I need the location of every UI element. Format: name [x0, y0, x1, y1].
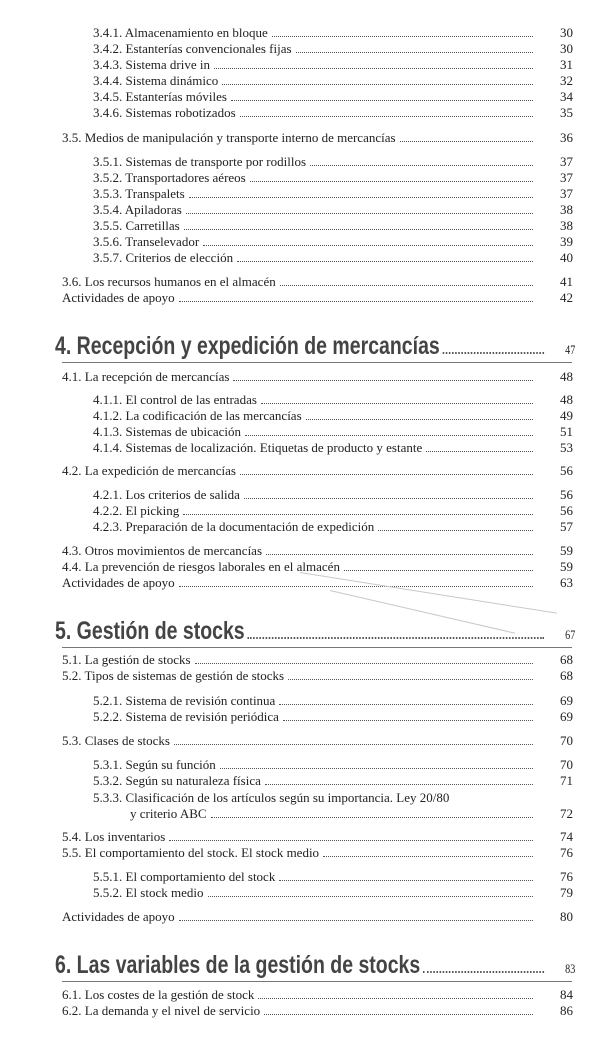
toc-entry-title: y criterio ABC — [130, 806, 207, 821]
dot-leader — [179, 301, 533, 302]
dot-leader — [280, 285, 533, 286]
toc-page-number: 56 — [560, 463, 573, 478]
toc-entry-title: 6.2. La demanda y el nivel de servicio — [62, 1003, 261, 1018]
dot-leader — [240, 474, 533, 475]
dot-leader — [279, 704, 533, 705]
dot-leader — [244, 498, 533, 499]
chapter-page-number: 47 — [565, 342, 576, 357]
dot-leader — [261, 403, 533, 404]
dot-leader — [186, 213, 533, 214]
toc-entry — [93, 869, 573, 885]
toc-entry — [93, 105, 573, 121]
toc-page-number: 39 — [560, 234, 573, 249]
toc-page-number: 80 — [560, 909, 573, 924]
toc-entry-title: 3.4.1. Almacenamiento en bloque — [93, 25, 268, 40]
toc-entry — [93, 408, 573, 424]
toc-entry-title: 4.1.1. El control de las entradas — [93, 392, 257, 407]
toc-entry — [93, 202, 573, 218]
toc-entry-title: 5.3.1. Según su función — [93, 757, 216, 772]
toc-entry — [93, 57, 573, 73]
toc-entry — [93, 773, 573, 789]
toc-page-number: 49 — [560, 408, 573, 423]
toc-entry — [93, 154, 573, 170]
dot-leader — [266, 554, 533, 555]
toc-entry — [93, 487, 573, 503]
toc-entry-title: 3.5. Medios de manipulación y transporte interno de mercancías — [62, 130, 396, 145]
chapter-rule — [62, 981, 572, 982]
toc-entry-title: 4.2. La expedición de mercancías — [62, 463, 236, 478]
toc-page-number: 69 — [560, 693, 573, 708]
toc-page-number: 53 — [560, 440, 573, 455]
toc-entry — [62, 130, 573, 146]
toc-entry-title: 3.4.4. Sistema dinámico — [93, 73, 219, 88]
dot-leader — [248, 637, 544, 639]
toc-entry-title: 3.5.3. Transpalets — [93, 186, 185, 201]
toc-entry-title: 5.3. Clases de stocks — [62, 733, 170, 748]
toc-entry-title: 5.5. El comportamiento del stock. El stock medio — [62, 845, 320, 860]
toc-entry-title: 3.5.4. Apiladoras — [93, 202, 182, 217]
toc-page-number: 86 — [560, 1003, 573, 1018]
toc-entry — [62, 652, 573, 668]
toc-page-number: 72 — [560, 806, 573, 821]
toc-entry-title: 4.3. Otros movimientos de mercancías — [62, 543, 263, 558]
dot-leader — [183, 514, 533, 515]
toc-entry — [93, 790, 573, 806]
toc-entry — [62, 829, 573, 845]
chapter-title: 6. Las variables de la gestión de stocks — [55, 951, 421, 979]
toc-page-number: 34 — [560, 89, 573, 104]
dot-leader — [279, 880, 533, 881]
toc-entry-title: 5.1. La gestión de stocks — [62, 652, 191, 667]
toc-entry — [93, 693, 573, 709]
toc-page-number: 51 — [560, 424, 573, 439]
toc-entry-title: 4.2.2. El picking — [93, 503, 180, 518]
toc-entry-title: 4.1.3. Sistemas de ubicación — [93, 424, 242, 439]
chapter-rule — [62, 362, 572, 363]
toc-page-number: 31 — [560, 57, 573, 72]
dot-leader — [283, 720, 533, 721]
toc-entry-title: 3.4.6. Sistemas robotizados — [93, 105, 236, 120]
toc-entry — [62, 543, 573, 559]
toc-page-number: 79 — [560, 885, 573, 900]
toc-entry — [62, 369, 573, 385]
dot-leader — [296, 52, 533, 53]
dot-leader — [233, 380, 533, 381]
toc-entry — [93, 250, 573, 266]
toc-entry-title: 4.2.3. Preparación de la documentación de expedición — [93, 519, 375, 534]
dot-leader — [240, 116, 533, 117]
dot-leader — [306, 419, 533, 420]
toc-entry — [62, 274, 573, 290]
toc-page-number: 36 — [560, 130, 573, 145]
dot-leader — [443, 352, 544, 354]
toc-entry — [93, 170, 573, 186]
dot-leader — [344, 570, 533, 571]
toc-page-number: 35 — [560, 105, 573, 120]
toc-entry-title: 4.1.4. Sistemas de localización. Etiquetas de producto y estante — [93, 440, 423, 455]
dot-leader — [245, 435, 533, 436]
toc-entry — [93, 503, 573, 519]
dot-leader — [423, 971, 544, 973]
toc-entry-title: 4.1. La recepción de mercancías — [62, 369, 230, 384]
toc-entry-title: 3.5.5. Carretillas — [93, 218, 180, 233]
toc-entry-title: 5.3.3. Clasificación de los artículos según su importancia. Ley 20/80 — [93, 790, 450, 805]
dot-leader — [214, 68, 533, 69]
toc-entry — [62, 290, 573, 306]
toc-entry — [62, 987, 573, 1003]
toc-entry — [62, 733, 573, 749]
toc-page-number: 76 — [560, 845, 573, 860]
toc-entry-title: 5.2.2. Sistema de revisión periódica — [93, 709, 279, 724]
toc-entry — [62, 1003, 573, 1019]
dot-leader — [169, 840, 533, 841]
chapter-title: 5. Gestión de stocks — [55, 617, 245, 645]
dot-leader — [264, 1014, 533, 1015]
toc-entry — [93, 424, 573, 440]
chapter-page-number: 67 — [565, 627, 576, 642]
toc-entry-title: 4.4. La prevención de riesgos laborales en el almacén — [62, 559, 340, 574]
toc-page-number: 70 — [560, 733, 573, 748]
dot-leader — [272, 36, 533, 37]
toc-entry-title: 3.5.6. Transelevador — [93, 234, 200, 249]
toc-entry-title: 5.2.1. Sistema de revisión continua — [93, 693, 276, 708]
dot-leader — [203, 245, 533, 246]
toc-entry — [130, 806, 573, 822]
dot-leader — [220, 768, 533, 769]
toc-page-number: 84 — [560, 987, 573, 1002]
dot-leader — [222, 84, 533, 85]
dot-leader — [288, 679, 533, 680]
chapter-title: 4. Recepción y expedición de mercancías — [55, 332, 440, 360]
toc-entry — [62, 668, 573, 684]
toc-entry-title: 3.4.3. Sistema drive in — [93, 57, 210, 72]
toc-entry — [62, 559, 573, 575]
toc-page-number: 68 — [560, 668, 573, 683]
toc-entry — [93, 218, 573, 234]
toc-entry — [93, 25, 573, 41]
toc-page-number: 59 — [560, 559, 573, 574]
dot-leader — [323, 856, 533, 857]
dot-leader — [211, 817, 533, 818]
toc-entry — [93, 41, 573, 57]
toc-page-number: 76 — [560, 869, 573, 884]
toc-entry-title: 5.4. Los inventarios — [62, 829, 166, 844]
dot-leader — [184, 229, 533, 230]
dot-leader — [195, 663, 533, 664]
toc-page-number: 38 — [560, 202, 573, 217]
toc-entry-title: 3.6. Los recursos humanos en el almacén — [62, 274, 276, 289]
toc-page-number: 59 — [560, 543, 573, 558]
toc-page-number: 40 — [560, 250, 573, 265]
dot-leader — [426, 451, 533, 452]
toc-entry — [62, 575, 573, 591]
toc-page-number: 48 — [560, 369, 573, 384]
toc-page-number: 68 — [560, 652, 573, 667]
dot-leader — [208, 896, 534, 897]
toc-page-number: 70 — [560, 757, 573, 772]
toc-entry-title: 6.1. Los costes de la gestión de stock — [62, 987, 255, 1002]
toc-page-number: 41 — [560, 274, 573, 289]
dot-leader — [189, 197, 533, 198]
toc-page-number: 42 — [560, 290, 573, 305]
dot-leader — [250, 181, 533, 182]
toc-entry — [93, 392, 573, 408]
toc-entry-title: 3.5.1. Sistemas de transporte por rodillos — [93, 154, 307, 169]
toc-page-number: 48 — [560, 392, 573, 407]
dot-leader — [265, 784, 533, 785]
toc-entry — [93, 234, 573, 250]
chapter-heading — [55, 951, 575, 983]
toc-entry-title: 5.5.1. El comportamiento del stock — [93, 869, 276, 884]
toc-entry-title: 3.5.2. Transportadores aéreos — [93, 170, 246, 185]
toc-entry-title: 3.4.2. Estanterías convencionales fijas — [93, 41, 292, 56]
dot-leader — [310, 165, 533, 166]
toc-entry-title: 5.3.2. Según su naturaleza física — [93, 773, 261, 788]
toc-entry-title: 4.1.2. La codificación de las mercancías — [93, 408, 302, 423]
dot-leader — [179, 586, 533, 587]
toc-entry-title: 3.5.7. Criterios de elección — [93, 250, 234, 265]
dot-leader — [179, 920, 533, 921]
toc-page-number: 74 — [560, 829, 573, 844]
toc-entry-title: 3.4.5. Estanterías móviles — [93, 89, 227, 104]
toc-entry — [62, 845, 573, 861]
toc-entry — [93, 73, 573, 89]
toc-entry-title: 4.2.1. Los criterios de salida — [93, 487, 240, 502]
toc-page-number: 69 — [560, 709, 573, 724]
toc-entry-title: 5.2. Tipos de sistemas de gestión de stocks — [62, 668, 285, 683]
toc-page-number: 57 — [560, 519, 573, 534]
toc-page-number: 37 — [560, 154, 573, 169]
toc-entry — [93, 186, 573, 202]
toc-page-number: 30 — [560, 25, 573, 40]
toc-page-number: 32 — [560, 73, 573, 88]
toc-page-number: 37 — [560, 170, 573, 185]
toc-page-number: 71 — [560, 773, 573, 788]
toc-entry — [93, 89, 573, 105]
dot-leader — [231, 100, 533, 101]
chapter-heading — [55, 332, 575, 364]
dot-leader — [174, 744, 533, 745]
toc-entry — [62, 909, 573, 925]
toc-page-number: 56 — [560, 503, 573, 518]
chapter-heading — [55, 617, 575, 649]
toc-entry-title: Actividades de apoyo — [62, 290, 175, 305]
chapter-rule — [62, 647, 572, 648]
toc-entry — [93, 885, 573, 901]
dot-leader — [237, 261, 533, 262]
toc-entry — [93, 519, 573, 535]
toc-entry-title: Actividades de apoyo — [62, 909, 175, 924]
toc-entry-title: Actividades de apoyo — [62, 575, 175, 590]
toc-page-number: 30 — [560, 41, 573, 56]
toc-entry — [93, 757, 573, 773]
toc-entry-title: 5.5.2. El stock medio — [93, 885, 204, 900]
toc-entry — [62, 463, 573, 479]
toc-page-number: 63 — [560, 575, 573, 590]
toc-entry — [93, 440, 573, 456]
dot-leader — [258, 998, 533, 999]
toc-entry — [93, 709, 573, 725]
toc-page-number: 37 — [560, 186, 573, 201]
toc-page-number: 38 — [560, 218, 573, 233]
dot-leader — [378, 530, 533, 531]
dot-leader — [400, 141, 533, 142]
toc-page-number: 56 — [560, 487, 573, 502]
chapter-page-number: 83 — [565, 961, 576, 976]
